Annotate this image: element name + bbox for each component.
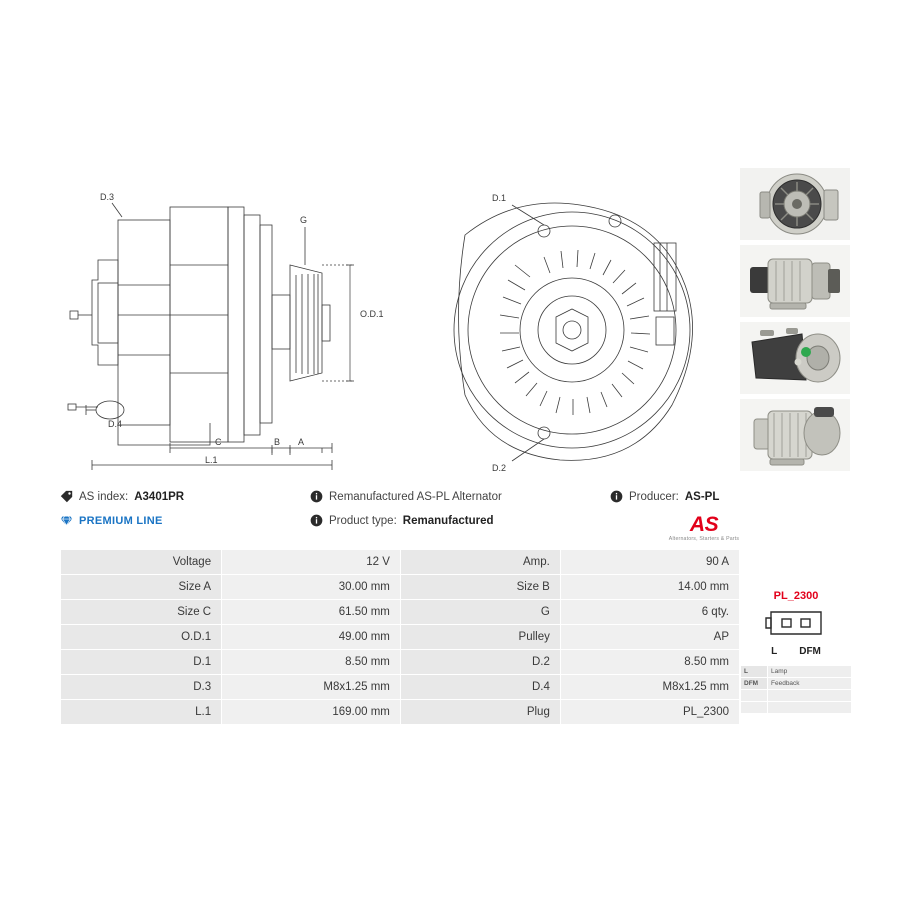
info-icon-producer — [610, 490, 623, 503]
as-index-value: A3401PR — [134, 490, 185, 503]
label-g: G — [300, 215, 308, 225]
spec-key: Voltage — [61, 550, 222, 575]
plug-pin-dfm: DFM — [799, 646, 821, 657]
tag-icon — [60, 490, 73, 503]
brand-logo — [665, 515, 743, 542]
spec-value: 169.00 mm — [222, 700, 401, 725]
spec-value: 61.50 mm — [222, 600, 401, 625]
spec-value: 6 qty. — [560, 600, 739, 625]
label-d2: D.2 — [492, 463, 507, 473]
spec-value: AP — [560, 625, 739, 650]
spec-value: 90 A — [560, 550, 739, 575]
plug-legend-code: L — [741, 666, 768, 678]
product-photo-front — [740, 168, 850, 240]
spec-key: Amp. — [400, 550, 560, 575]
brand-logo-mark: AS — [689, 513, 719, 536]
label-a: A — [298, 437, 305, 447]
spec-key: G — [400, 600, 560, 625]
product-photo-rear — [740, 322, 850, 394]
plug-legend-row — [741, 690, 852, 702]
spec-value: PL_2300 — [560, 700, 739, 725]
producer-cell — [610, 490, 740, 503]
table-row — [61, 550, 740, 575]
plug-connector-icon — [765, 608, 827, 638]
product-desc-text: Remanufactured AS-PL Alternator — [329, 490, 502, 503]
plug-pin-l: L — [771, 646, 778, 657]
spec-value: 30.00 mm — [222, 575, 401, 600]
info-row-1 — [60, 490, 740, 503]
table-row — [61, 625, 740, 650]
label-l1: L.1 — [205, 455, 218, 465]
info-row-2 — [60, 514, 740, 527]
premium-line-label: PREMIUM LINE — [79, 514, 163, 527]
brand-logo-subtitle: Alternators, Starters & Parts — [668, 536, 740, 542]
plug-legend-row — [741, 702, 852, 714]
spec-key: Size B — [400, 575, 560, 600]
plug-legend-desc: Lamp — [768, 666, 852, 678]
spec-key: O.D.1 — [61, 625, 222, 650]
plug-legend-desc — [768, 702, 852, 714]
table-row — [61, 600, 740, 625]
spec-value: 8.50 mm — [560, 650, 739, 675]
product-photo-side-right — [740, 399, 850, 471]
spec-value: M8x1.25 mm — [560, 675, 739, 700]
product-type-cell — [310, 514, 610, 527]
table-row — [61, 700, 740, 725]
plug-legend-code: DFM — [741, 678, 768, 690]
spec-value: 49.00 mm — [222, 625, 401, 650]
plug-diagram — [740, 590, 852, 714]
plug-legend-desc — [768, 690, 852, 702]
product-type-value: Remanufactured — [402, 514, 494, 527]
spec-key: Plug — [400, 700, 560, 725]
spec-value: 14.00 mm — [560, 575, 739, 600]
label-od1: O.D.1 — [360, 309, 384, 319]
table-row — [61, 675, 740, 700]
spec-key: D.3 — [61, 675, 222, 700]
as-index-label: AS index: — [79, 490, 129, 503]
label-c: C — [215, 437, 222, 447]
plug-legend-table — [740, 665, 852, 714]
producer-label: Producer: — [629, 490, 679, 503]
plug-legend-row — [741, 678, 852, 690]
label-d3: D.3 — [100, 192, 115, 202]
spec-value: 8.50 mm — [222, 650, 401, 675]
product-photo-strip — [740, 168, 850, 476]
spec-key: Pulley — [400, 625, 560, 650]
spec-key: L.1 — [61, 700, 222, 725]
table-row — [61, 650, 740, 675]
technical-drawings — [60, 165, 740, 475]
plug-title: PL_2300 — [773, 590, 819, 602]
info-icon-type — [310, 514, 323, 527]
diamond-icon — [60, 514, 73, 527]
info-icon — [310, 490, 323, 503]
spec-key: D.4 — [400, 675, 560, 700]
plug-legend-desc: Feedback — [768, 678, 852, 690]
product-info — [60, 490, 740, 538]
spec-key: Size A — [61, 575, 222, 600]
table-row — [61, 575, 740, 600]
product-photo-side-left — [740, 245, 850, 317]
spec-value: 12 V — [222, 550, 401, 575]
spec-key: Size C — [61, 600, 222, 625]
plug-legend-code — [741, 690, 768, 702]
plug-pin-labels — [740, 646, 852, 657]
plug-legend-row — [741, 666, 852, 678]
producer-value: AS-PL — [684, 490, 720, 503]
product-type-label: Product type: — [329, 514, 397, 527]
as-index-cell — [60, 490, 310, 503]
spec-key: D.1 — [61, 650, 222, 675]
spec-key: D.2 — [400, 650, 560, 675]
label-d1: D.1 — [492, 193, 507, 203]
label-b: B — [274, 437, 281, 447]
product-desc-cell — [310, 490, 610, 503]
plug-legend-code — [741, 702, 768, 714]
label-d4: D.4 — [108, 419, 123, 429]
spec-value: M8x1.25 mm — [222, 675, 401, 700]
drawings-svg — [60, 165, 740, 475]
premium-line-cell — [60, 514, 310, 527]
specification-table — [60, 549, 740, 725]
